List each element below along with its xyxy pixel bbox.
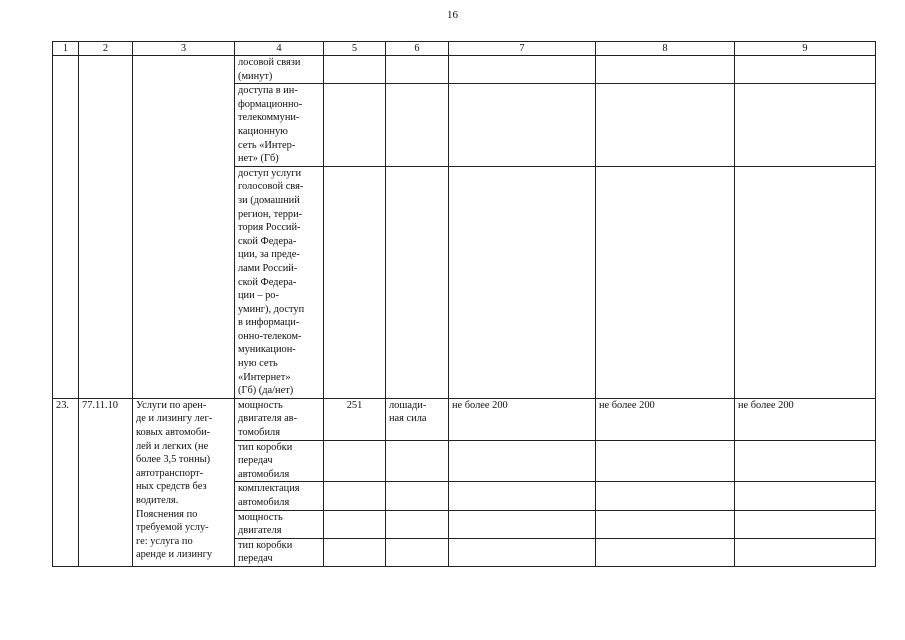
cell-characteristic: тип коробки передач bbox=[235, 538, 324, 566]
table-row bbox=[53, 398, 876, 440]
page-number: 16 bbox=[447, 9, 458, 21]
cell-empty bbox=[735, 166, 876, 398]
cell-value bbox=[596, 440, 735, 482]
cell-empty bbox=[449, 84, 596, 167]
cell-characteristic: лосовой связи (минут) bbox=[235, 56, 324, 84]
header-cell-8: 8 bbox=[596, 42, 735, 56]
cell-characteristic: мощность двигателя bbox=[235, 510, 324, 538]
cell-empty bbox=[324, 56, 386, 84]
header-cell-7: 7 bbox=[449, 42, 596, 56]
header-cell-9: 9 bbox=[735, 42, 876, 56]
cell-unit-name bbox=[386, 440, 449, 482]
cell-unit-code bbox=[324, 510, 386, 538]
header-cell-2: 2 bbox=[79, 42, 133, 56]
cell-num-continued bbox=[53, 56, 79, 399]
cell-value bbox=[735, 482, 876, 510]
cell-empty bbox=[386, 84, 449, 167]
cell-unit-code bbox=[324, 440, 386, 482]
header-cell-4: 4 bbox=[235, 42, 324, 56]
header-cell-6: 6 bbox=[386, 42, 449, 56]
cell-characteristic: мощность двигателя ав- томобиля bbox=[235, 398, 324, 440]
specification-table bbox=[52, 41, 876, 567]
cell-value bbox=[735, 538, 876, 566]
header-row bbox=[53, 42, 876, 56]
cell-unit-code: 251 bbox=[324, 398, 386, 440]
cell-empty bbox=[386, 56, 449, 84]
cell-service-name: Услуги по арен- де и лизингу лег- ковых автомоби- лей и легких (не более 3,5 тонны) автотранспорт- ных средств без водителя. Пояснения по требуемой услу- ге: услуга по аренде и лизингу bbox=[133, 398, 235, 566]
cell-value: не более 200 bbox=[449, 398, 596, 440]
cell-unit-name bbox=[386, 482, 449, 510]
cell-empty bbox=[596, 166, 735, 398]
cell-value: не более 200 bbox=[735, 398, 876, 440]
cell-okpd-code: 77.11.10 bbox=[79, 398, 133, 566]
cell-empty bbox=[449, 56, 596, 84]
cell-row-number: 23. bbox=[53, 398, 79, 566]
cell-empty bbox=[596, 56, 735, 84]
cell-value bbox=[735, 440, 876, 482]
header-cell-1: 1 bbox=[53, 42, 79, 56]
cell-value bbox=[596, 482, 735, 510]
table-row bbox=[53, 56, 876, 84]
cell-characteristic: комплектация автомобиля bbox=[235, 482, 324, 510]
cell-value bbox=[596, 538, 735, 566]
cell-unit-name bbox=[386, 538, 449, 566]
cell-unit-name: лошади- ная сила bbox=[386, 398, 449, 440]
cell-unit-code bbox=[324, 538, 386, 566]
cell-empty bbox=[324, 166, 386, 398]
cell-value bbox=[449, 440, 596, 482]
cell-value bbox=[449, 538, 596, 566]
cell-characteristic: тип коробки передач автомобиля bbox=[235, 440, 324, 482]
cell-unit-name bbox=[386, 510, 449, 538]
cell-empty bbox=[386, 166, 449, 398]
cell-empty bbox=[596, 84, 735, 167]
header-cell-5: 5 bbox=[324, 42, 386, 56]
cell-unit-code bbox=[324, 482, 386, 510]
cell-characteristic: доступ услуги голосовой свя- зи (домашний регион, терри- тория Россий- ской Федера- ции, за преде- лами Россий- ской Федера- ции – ро- уминг), доступ в информаци- онно-телеком- муникацион- ную сеть «Интернет» (Гб) (да/нет) bbox=[235, 166, 324, 398]
cell-empty bbox=[449, 166, 596, 398]
cell-value bbox=[449, 482, 596, 510]
cell-empty bbox=[735, 84, 876, 167]
cell-empty bbox=[735, 56, 876, 84]
cell-characteristic: доступа в ин- формационно- телекоммуни- кационную сеть «Интер- нет» (Гб) bbox=[235, 84, 324, 167]
cell-empty bbox=[324, 84, 386, 167]
cell-value bbox=[449, 510, 596, 538]
cell-value bbox=[596, 510, 735, 538]
cell-value: не более 200 bbox=[596, 398, 735, 440]
cell-code-continued bbox=[79, 56, 133, 399]
cell-service-continued bbox=[133, 56, 235, 399]
header-cell-3: 3 bbox=[133, 42, 235, 56]
cell-value bbox=[735, 510, 876, 538]
